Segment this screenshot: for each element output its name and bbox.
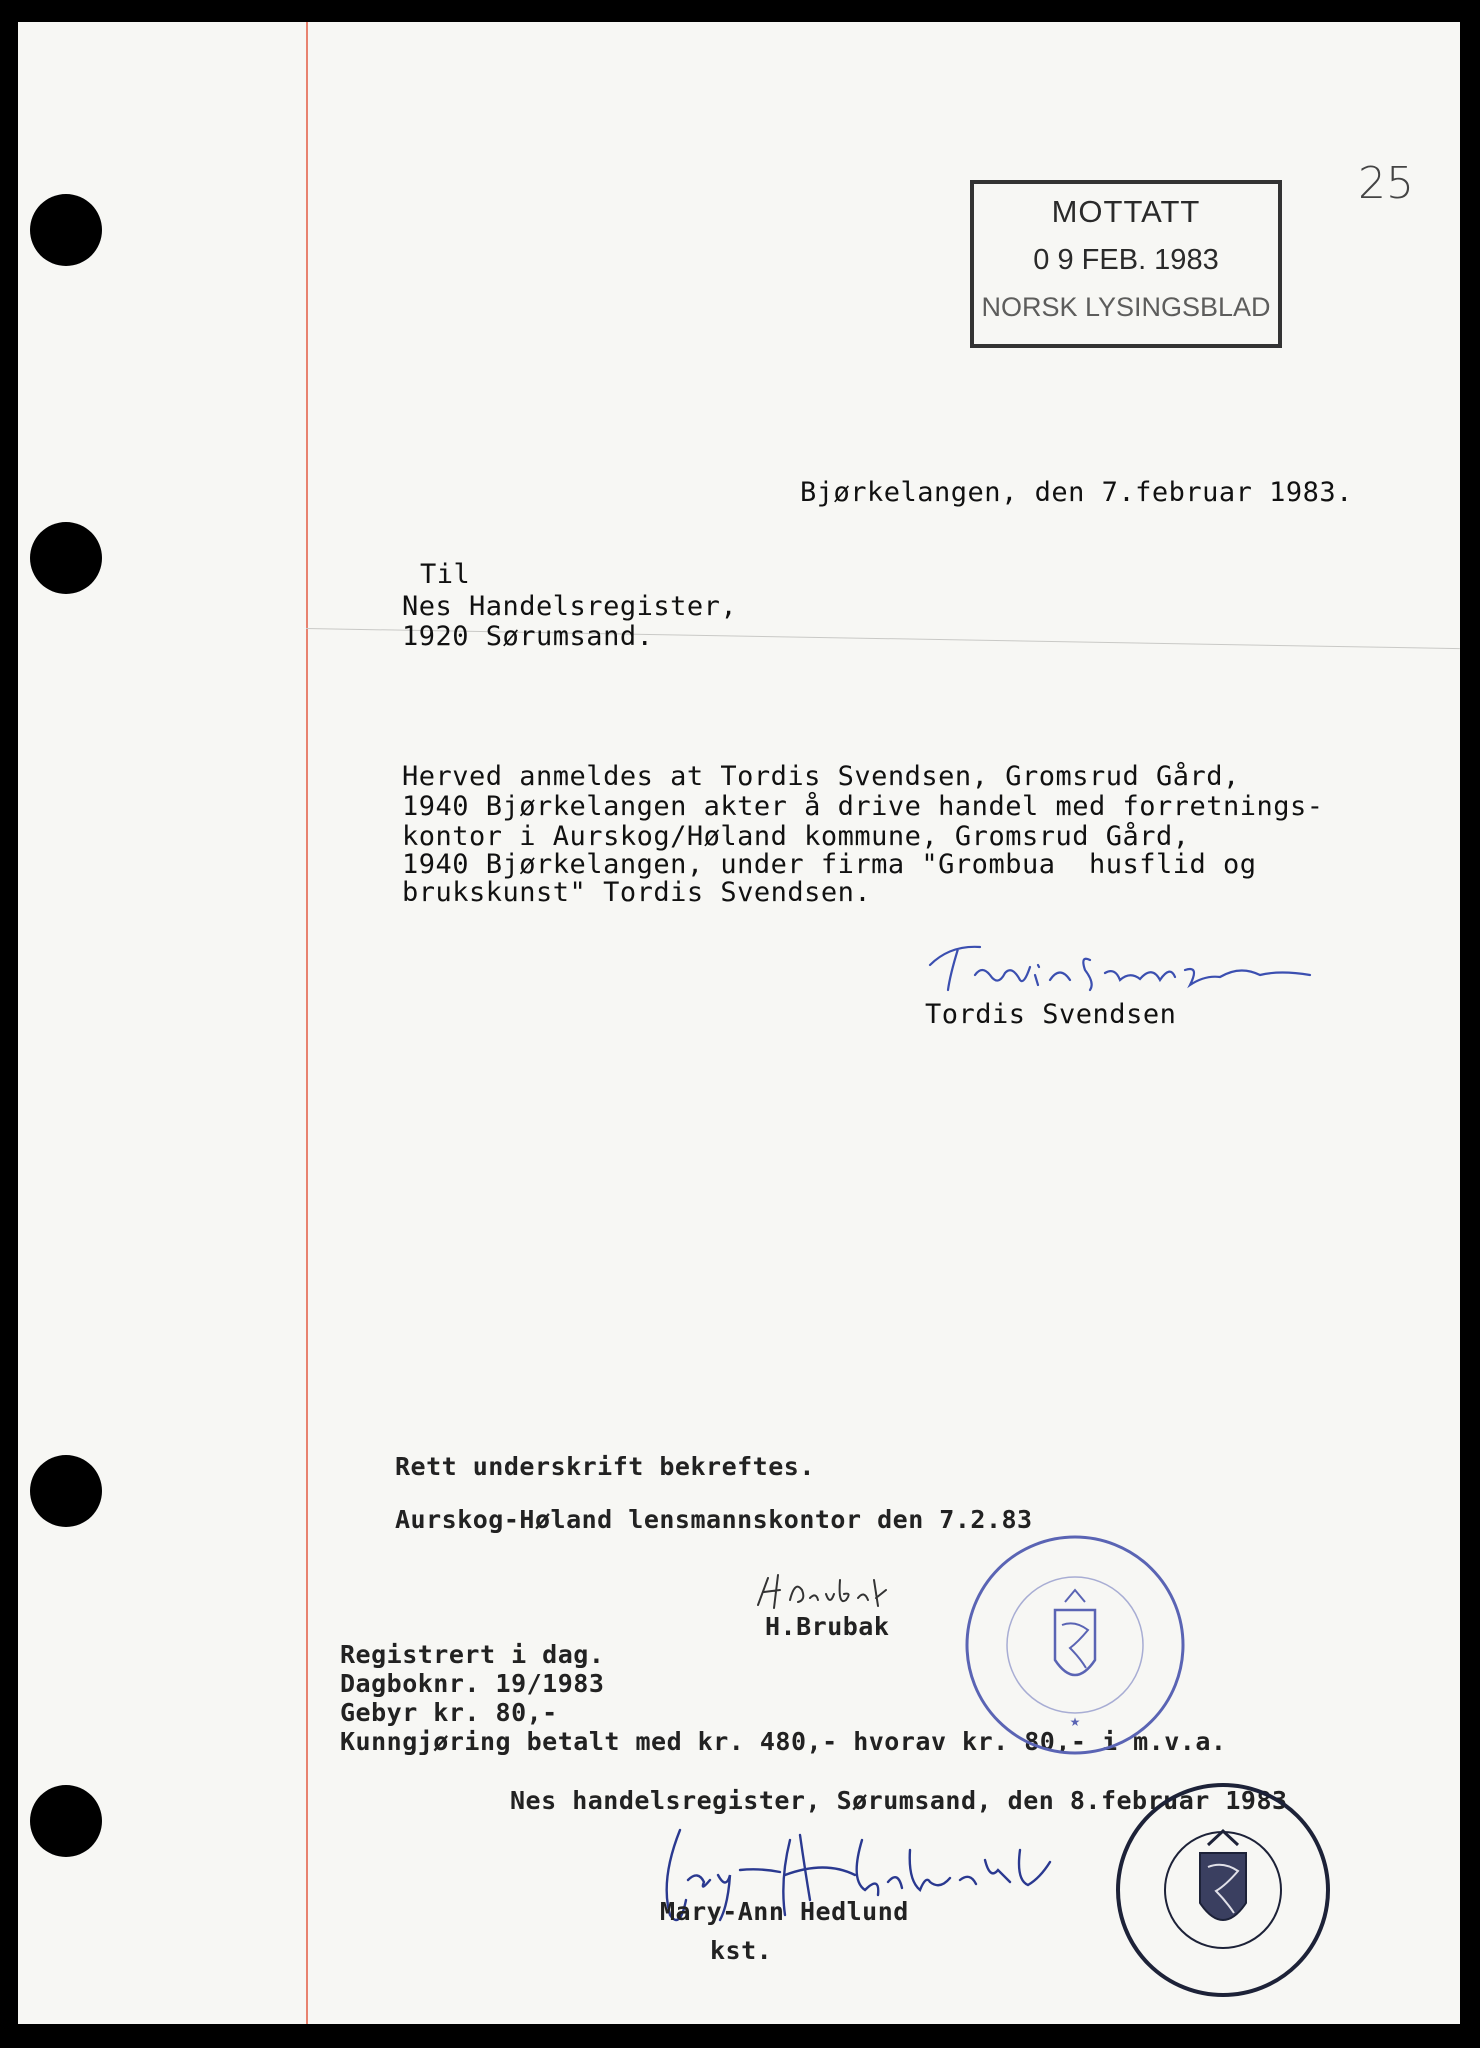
body-line: kontor i Aurskog/Høland kommune, Gromsrud Gård, bbox=[402, 821, 1190, 852]
page-number: 25 bbox=[1358, 158, 1414, 209]
place-date: Bjørkelangen, den 7.februar 1983. bbox=[800, 477, 1353, 508]
margin-line bbox=[306, 22, 308, 2024]
seal-right-icon bbox=[1108, 1775, 1338, 2005]
registration-line-1: Registrert i dag. bbox=[340, 1640, 605, 1669]
body-line: Herved anmeldes at Tordis Svendsen, Gromsrud Gård, bbox=[402, 761, 1240, 792]
body-line: 1940 Bjørkelangen, under firma "Grombua husflid og bbox=[402, 849, 1257, 880]
registration-line-3: Gebyr kr. 80,- bbox=[340, 1698, 558, 1727]
registry-place-date: Nes handelsregister, Sørumsand, den 8.februar 1983 bbox=[510, 1786, 1288, 1815]
confirmation-line-1: Rett underskrift bekreftes. bbox=[395, 1452, 815, 1481]
punch-hole-icon bbox=[30, 522, 102, 594]
officer-name: H.Brubak bbox=[765, 1612, 890, 1641]
body-line: 1940 Bjørkelangen akter å drive handel med forretnings- bbox=[402, 791, 1324, 822]
punch-hole-icon bbox=[30, 194, 102, 266]
clerk-name: Mary-Ann Hedlund bbox=[660, 1897, 909, 1926]
recipient-line-1: Til bbox=[420, 559, 471, 590]
received-stamp bbox=[970, 180, 1282, 348]
brubak-signature bbox=[750, 1570, 920, 1615]
body-line: brukskunst" Tordis Svendsen. bbox=[402, 877, 872, 908]
clerk-title: kst. bbox=[710, 1936, 773, 1965]
registration-line-2: Dagboknr. 19/1983 bbox=[340, 1669, 605, 1698]
punch-hole-icon bbox=[30, 1455, 102, 1527]
registration-line-4: Kunngjøring betalt med kr. 480,- hvorav kr. 80,- i m.v.a. bbox=[340, 1727, 1227, 1756]
stamp-date: 0 9 FEB. 1983 bbox=[1033, 244, 1219, 276]
confirmation-line-2: Aurskog-Høland lensmannskontor den 7.2.83 bbox=[395, 1505, 1033, 1534]
stamp-line-3: NORSK LYSINGSBLAD bbox=[981, 292, 1271, 322]
tordis-signature bbox=[920, 935, 1340, 1000]
seal-left-icon bbox=[960, 1530, 1190, 1760]
recipient-line-2: Nes Handelsregister, bbox=[402, 591, 738, 622]
punch-hole-icon bbox=[30, 1785, 102, 1857]
stamp-line-1: MOTTATT bbox=[1051, 194, 1201, 229]
signer-name: Tordis Svendsen bbox=[925, 999, 1177, 1030]
recipient-line-3: 1920 Sørumsand. bbox=[402, 621, 654, 652]
svg-text:★: ★ bbox=[1069, 1715, 1081, 1729]
